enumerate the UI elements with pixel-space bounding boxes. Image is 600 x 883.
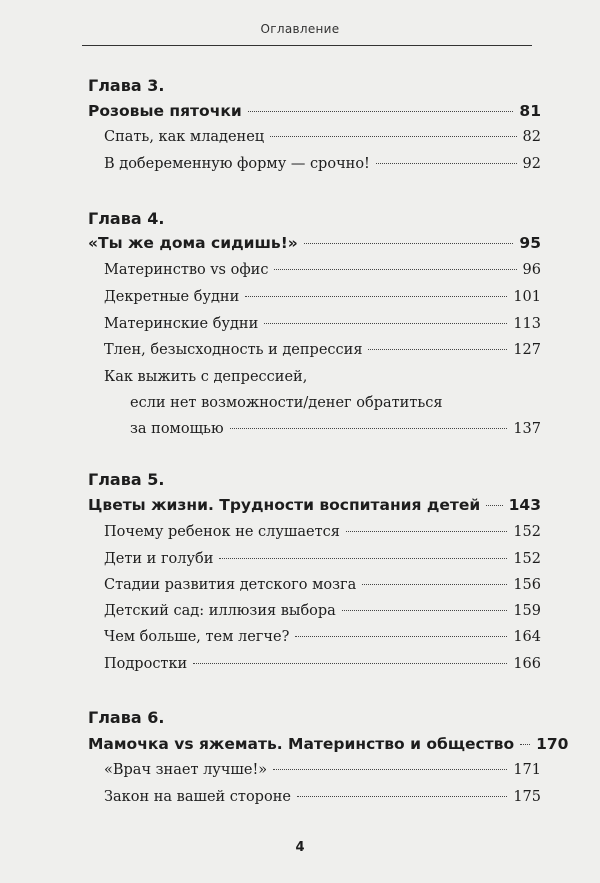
chapter-5-entry[interactable]	[88, 496, 541, 514]
page-number: 127	[513, 342, 541, 358]
chapter-3-label: Глава 3.	[88, 76, 165, 95]
section-title: Чем больше, тем легче?	[104, 629, 290, 645]
section-title: В добеременную форму — срочно!	[104, 156, 370, 172]
toc-entry[interactable]	[104, 342, 541, 358]
dot-leader	[520, 744, 530, 745]
dot-leader	[219, 558, 507, 559]
chapter-4-entry[interactable]	[88, 234, 541, 252]
page-number: 152	[513, 551, 541, 567]
chapter-3-entry[interactable]	[88, 102, 541, 120]
header-rule	[82, 45, 532, 46]
page-number: 81	[519, 102, 541, 120]
page-number: 164	[513, 629, 541, 645]
page-number: 166	[513, 656, 541, 672]
section-title-line[interactable]: если нет возможности/денег обратиться	[130, 395, 443, 411]
toc-entry[interactable]	[104, 762, 541, 778]
section-title: Стадии развития детского мозга	[104, 577, 357, 593]
dot-leader	[295, 636, 507, 637]
dot-leader	[346, 531, 507, 532]
page-number: 152	[513, 524, 541, 540]
section-title: Декретные будни	[104, 289, 240, 305]
dot-leader	[376, 163, 517, 164]
toc-entry[interactable]	[104, 656, 541, 672]
page-number-folio: 4	[295, 840, 305, 855]
running-head: Оглавление	[260, 22, 340, 36]
page-number: 82	[522, 129, 541, 145]
chapter-6-entry[interactable]	[88, 735, 569, 753]
section-title: Закон на вашей стороне	[104, 789, 291, 805]
page-number: 143	[508, 496, 541, 514]
page-number: 113	[513, 316, 541, 332]
dot-leader	[342, 610, 507, 611]
toc-entry[interactable]	[104, 577, 541, 593]
section-title: Почему ребенок не слушается	[104, 524, 340, 540]
toc-entry[interactable]	[104, 156, 541, 172]
dot-leader	[486, 505, 502, 506]
dot-leader	[230, 428, 508, 429]
section-title: за помощью	[130, 421, 224, 437]
toc-entry[interactable]	[130, 421, 541, 437]
page-number: 156	[513, 577, 541, 593]
section-title: Дети и голуби	[104, 551, 214, 567]
dot-leader	[264, 323, 507, 324]
section-title: Детский сад: иллюзия выбора	[104, 603, 336, 619]
toc-entry[interactable]	[104, 129, 541, 145]
toc-entry[interactable]	[104, 316, 541, 332]
section-title: «Врач знает лучше!»	[104, 762, 268, 778]
section-title: Тлен, безысходность и депрессия	[104, 342, 363, 358]
toc-entry[interactable]	[104, 524, 541, 540]
dot-leader	[362, 584, 507, 585]
toc-entry[interactable]	[104, 289, 541, 305]
dot-leader	[270, 136, 516, 137]
dot-leader	[248, 111, 514, 112]
toc-entry[interactable]	[104, 551, 541, 567]
toc-entry[interactable]	[104, 629, 541, 645]
chapter-title: Мамочка vs яжемать. Материнство и общество	[88, 735, 515, 753]
dot-leader	[274, 269, 516, 270]
chapter-title: Цветы жизни. Трудности воспитания детей	[88, 496, 481, 514]
page-number: 175	[513, 789, 541, 805]
section-title: Материнство vs офис	[104, 262, 269, 278]
toc-entry[interactable]	[104, 603, 541, 619]
dot-leader	[368, 349, 507, 350]
page-number: 159	[513, 603, 541, 619]
chapter-5-label: Глава 5.	[88, 470, 165, 489]
dot-leader	[193, 663, 507, 664]
page-number: 171	[513, 762, 541, 778]
toc-entry[interactable]	[104, 262, 541, 278]
section-title: Подростки	[104, 656, 188, 672]
section-title: Спать, как младенец	[104, 129, 265, 145]
dot-leader	[245, 296, 507, 297]
page-number: 95	[519, 234, 541, 252]
chapter-title: «Ты же дома сидишь!»	[88, 234, 298, 252]
dot-leader	[304, 243, 514, 244]
page-number: 92	[522, 156, 541, 172]
page-number: 101	[513, 289, 541, 305]
chapter-title: Розовые пяточки	[88, 102, 242, 120]
section-title: Материнские будни	[104, 316, 259, 332]
page-number: 170	[536, 735, 569, 753]
dot-leader	[273, 769, 507, 770]
section-title-line[interactable]: Как выжить с депрессией,	[104, 369, 308, 385]
chapter-6-label: Глава 6.	[88, 708, 165, 727]
chapter-4-label: Глава 4.	[88, 209, 165, 228]
dot-leader	[297, 796, 507, 797]
page-number: 96	[522, 262, 541, 278]
page-number: 137	[513, 421, 541, 437]
toc-entry[interactable]	[104, 789, 541, 805]
